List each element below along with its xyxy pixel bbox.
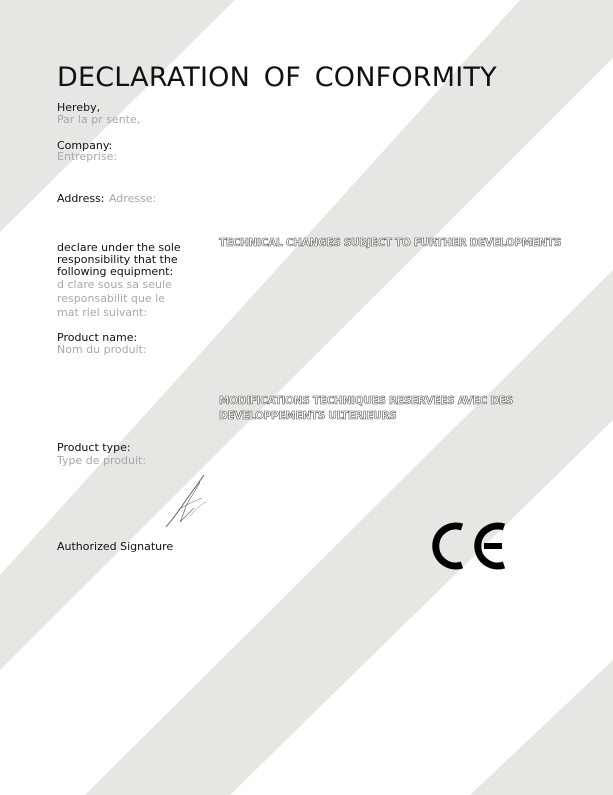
- hereby-translation: Par la pr sente,: [57, 113, 141, 126]
- product-type-label: Product type:: [57, 441, 131, 454]
- product-name-label: Product name:: [57, 331, 138, 344]
- hereby-label: Hereby,: [57, 101, 101, 114]
- product-type-translation: Type de produit:: [57, 454, 147, 467]
- declare-translation-line-2: responsabilit que le: [57, 292, 165, 305]
- declare-label-line-3: following equipment:: [57, 265, 174, 278]
- handwritten-signature: [160, 472, 212, 530]
- modifications-notice-line-2: DEVELOPPEMENTS ULTERIEURS: [219, 410, 397, 422]
- address-translation: Adresse:: [108, 192, 157, 205]
- declare-translation-line-1: d clare sous sa seule: [57, 278, 172, 291]
- address-label: Address:: [57, 192, 105, 205]
- company-label: Company:: [57, 139, 113, 152]
- declare-label-line-1: declare under the sole: [57, 241, 181, 254]
- declare-label-line-2: responsibility that the: [57, 253, 178, 266]
- address-field: [57, 189, 156, 207]
- authorized-signature-label: Authorized Signature: [57, 540, 174, 553]
- company-translation: Entreprise:: [57, 150, 118, 163]
- page-title: DECLARATION OF CONFORMITY: [57, 62, 497, 93]
- modifications-notice-line-1: MODIFICATIONS TECHNIQUES RESERVEES AVEC DES: [219, 395, 513, 407]
- ce-mark-icon: [432, 518, 508, 574]
- product-name-translation: Nom du produit:: [57, 343, 147, 356]
- declare-translation-line-3: mat riel suivant:: [57, 306, 148, 319]
- technical-changes-notice: TECHNICAL CHANGES SUBJECT TO FURTHER DEVELOPMENTS: [219, 237, 562, 249]
